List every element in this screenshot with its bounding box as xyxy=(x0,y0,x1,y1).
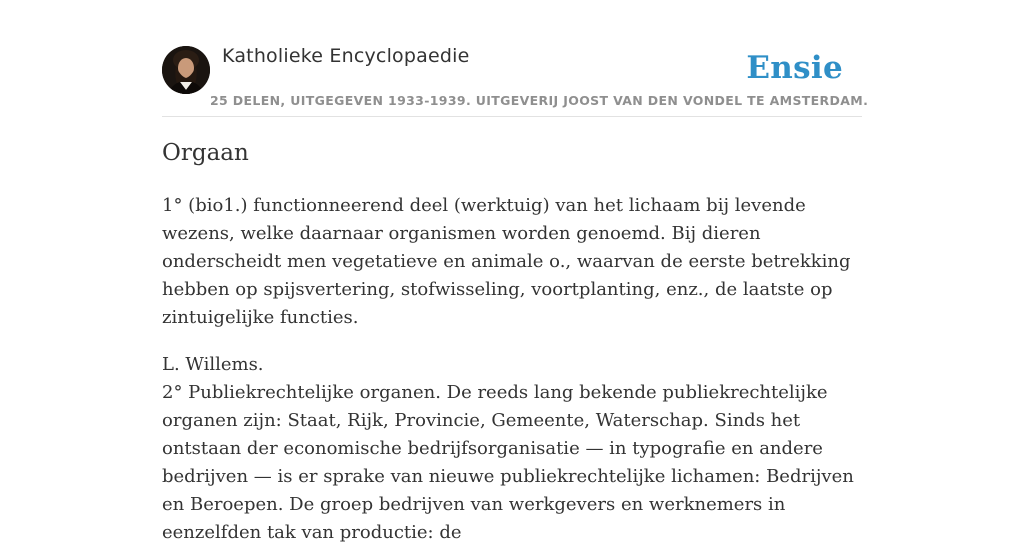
page-container xyxy=(162,0,869,543)
book-title[interactable]: Katholieke Encyclopaedie xyxy=(222,45,470,67)
book-subtitle: 25 DELEN, UITGEGEVEN 1933-1939. UITGEVERIJ JOOST VAN DEN VONDEL TE AMSTERDAM. xyxy=(210,93,869,108)
article-paragraph-2: 2° Publiekrechtelijke organen. De reeds lang bekende publiekrechtelijke organen zijn: Staat, Rijk, Provincie, Gemeente, Waterschap. Sinds het ontstaan der economische bedrijfsorganisatie — in typografie en andere bedrijven — is er sprake van nieuwe publiekrechtelijke lichamen: Bedrijven en Beroepen. De groep bedrijven van werkgevers en werknemers in eenzelfden tak van productie: de xyxy=(162,382,854,543)
article-paragraph-1: 1° (bio1.) functionneerend deel (werktuig) van het lichaam bij levende wezens, welke daarnaar organismen worden genoemd. Bij dieren onderscheidt men vegetatieve en animale o., waarvan de eerste betrekking hebben op spijsvertering, stofwisseling, voortplanting, enz., de laatste op zintuigelijke functies. xyxy=(162,195,851,328)
brand-logo[interactable]: Ensie xyxy=(746,50,843,86)
article-title: Orgaan xyxy=(162,140,249,166)
portrait-avatar-icon[interactable] xyxy=(162,46,210,94)
article-author: L. Willems. xyxy=(162,354,264,375)
article-section-2 xyxy=(162,351,862,547)
book-header xyxy=(162,0,869,117)
